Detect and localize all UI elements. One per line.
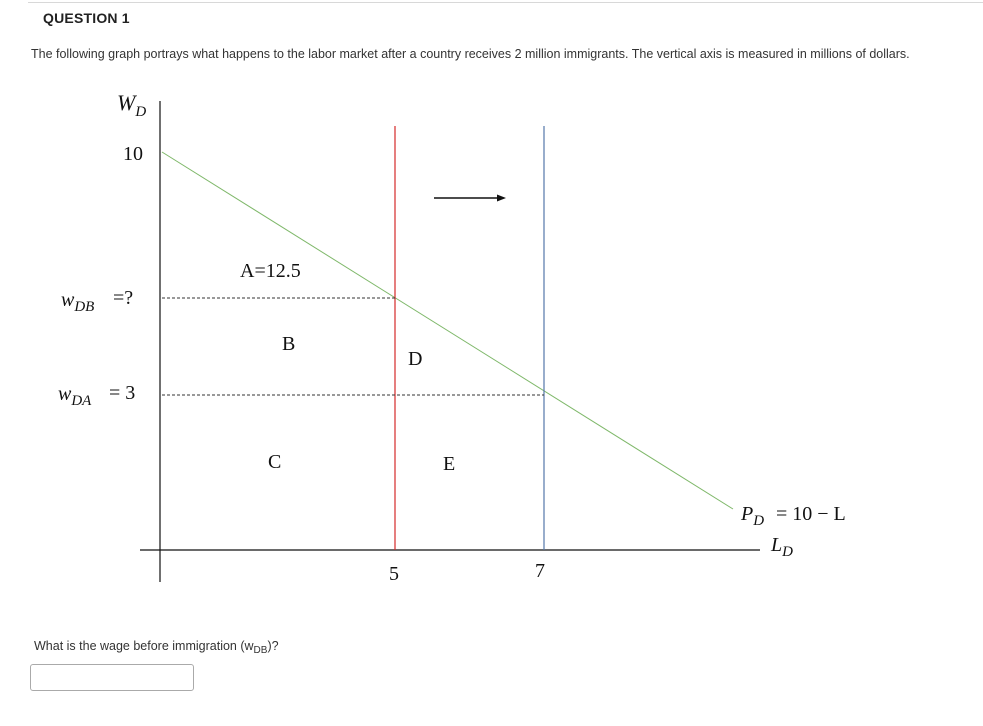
area-c-label: C (268, 451, 282, 473)
wdb-value: =? (113, 287, 134, 309)
sub-question-prefix: What is the wage before immigration ( (34, 639, 245, 653)
sub-question (34, 639, 279, 656)
demand-equation-rhs: = 10 − L (776, 503, 846, 525)
wdb-label: $w_{DB}$ (61, 289, 95, 315)
sub-question-var: w (244, 639, 254, 653)
y-axis-label: $W_D$ (117, 90, 147, 120)
shift-arrow-icon (497, 195, 506, 202)
x-tick-7: 7 (535, 560, 545, 582)
answer-input[interactable] (30, 664, 194, 691)
wda-value: = 3 (109, 382, 136, 404)
question-prompt: The following graph portrays what happens to the labor market after a country receives 2 million immigrants. The vertical axis is measured in millions of dollars. (31, 47, 910, 61)
sub-question-sub: DB (253, 645, 268, 656)
sub-question-suffix: )? (267, 639, 279, 653)
x-tick-5: 5 (389, 563, 399, 585)
area-e-label: E (443, 453, 456, 475)
area-a-label: A=12.5 (240, 260, 301, 282)
area-b-label: B (282, 333, 296, 355)
area-d-label: D (408, 348, 423, 370)
y-tick-10: 10 (123, 143, 143, 165)
wda-label: $w_{DA}$ (58, 383, 92, 409)
question-title: QUESTION 1 (43, 10, 130, 26)
x-axis-label: $L_D$ (771, 534, 793, 560)
demand-equation-lhs: $P_D$ (741, 503, 765, 529)
